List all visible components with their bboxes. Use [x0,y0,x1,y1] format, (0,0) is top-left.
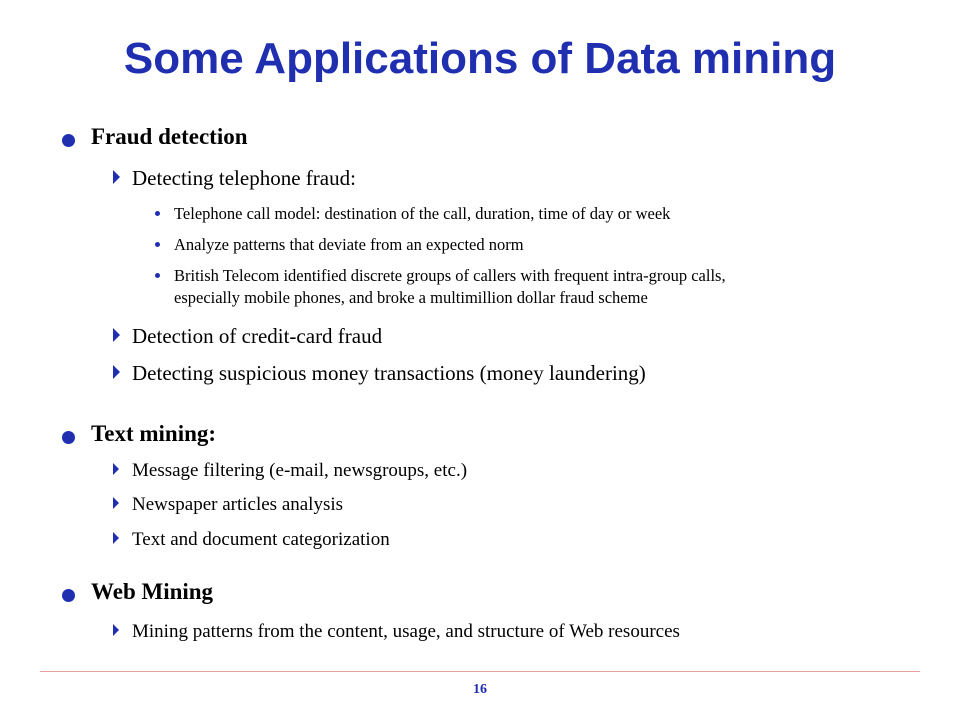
list-item-label: Text and document categorization [132,529,390,550]
list-item-label: Message filtering (e-mail, newsgroups, etc.) [132,460,468,481]
bullet-dot-icon [62,589,75,602]
sub-list-item-analyze-patterns [155,234,524,256]
list-item-money-laundering [113,361,646,386]
triangle-bullet-icon [113,365,120,379]
list-item-label: Mining patterns from the content, usage, and structure of Web resources [132,621,680,642]
sub-list-item-label: Telephone call model: destination of the call, duration, time of day or week [174,204,671,223]
slide-title: Some Applications of Data mining [123,34,837,83]
sub-list-item-label: Analyze patterns that deviate from an expected norm [174,235,524,254]
bullet-dot-icon [62,431,75,444]
list-item-credit-card-fraud [113,324,382,349]
section-heading-web-mining [62,579,213,605]
list-item-label: Newspaper articles analysis [132,494,344,515]
list-item-label: Detecting suspicious money transactions (money laundering) [132,361,646,385]
sub-list-item-label: British Telecom identified discrete groups of callers with frequent intra-group calls, [174,266,726,285]
section-heading-label: Web Mining [91,579,214,604]
sub-list-item-call-model [155,203,670,225]
triangle-bullet-icon [113,328,120,342]
bullet-dot-icon [62,134,75,147]
triangle-bullet-icon [113,624,119,636]
list-item-web-resources [113,621,680,643]
triangle-bullet-icon [113,497,119,509]
list-item-label: Detection of credit-card fraud [132,324,383,348]
sub-list-item-british-telecom [155,265,726,309]
triangle-bullet-icon [113,532,119,544]
page-number: 16 [473,682,487,697]
section-heading-text-mining [62,421,216,447]
small-dot-bullet-icon [155,242,160,247]
triangle-bullet-icon [113,170,120,184]
triangle-bullet-icon [113,463,119,475]
section-heading-fraud-detection [62,124,248,150]
section-heading-label: Fraud detection [91,124,248,149]
sub-list-item-label-continued: especially mobile phones, and broke a multimillion dollar fraud scheme [174,288,648,307]
footer-divider [40,671,920,672]
list-item-text-categorization [113,529,390,551]
list-item-telephone-fraud [113,166,356,191]
small-dot-bullet-icon [155,211,160,216]
list-item-message-filtering [113,460,467,482]
section-heading-label: Text mining: [91,421,217,446]
list-item-label: Detecting telephone fraud: [132,166,356,190]
list-item-newspaper-articles [113,494,343,516]
small-dot-bullet-icon [155,273,160,278]
